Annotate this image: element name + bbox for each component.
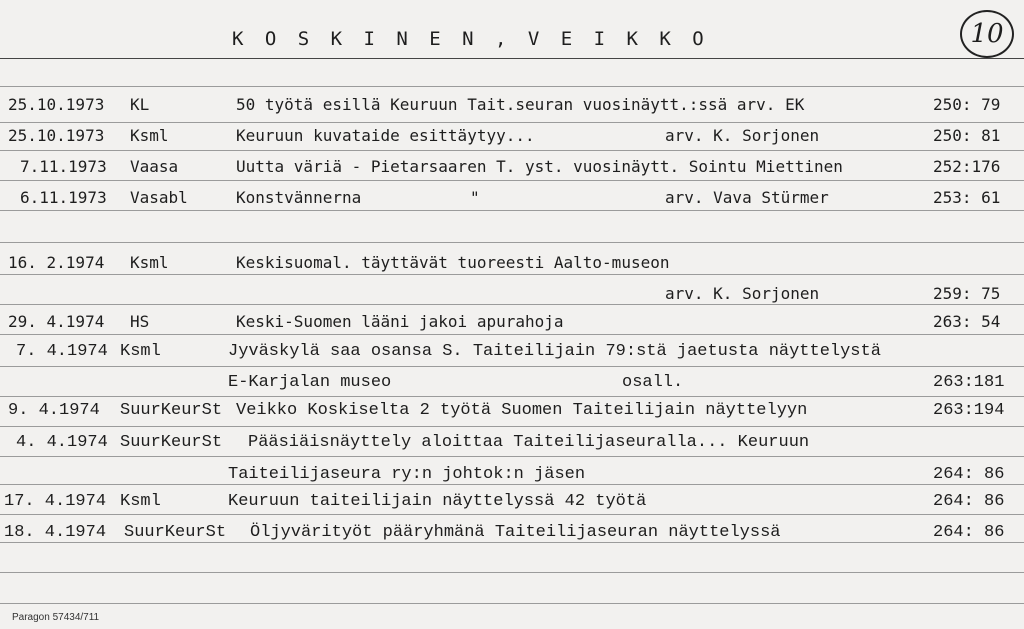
entry-source: SuurKeurSt <box>120 433 223 452</box>
rule <box>0 150 1024 151</box>
entry-ref: 264: 86 <box>933 523 1005 542</box>
entry-date: 29. 4.1974 <box>8 312 105 331</box>
entry-ref: 264: 86 <box>933 465 1005 484</box>
rule <box>0 514 1024 515</box>
entry-ref: 263:194 <box>933 401 1005 420</box>
entry-date: 7. 4.1974 <box>16 342 108 361</box>
rule <box>0 396 1024 397</box>
entry-ref: 263: 54 <box>933 312 1001 331</box>
entry-source: KL <box>130 95 150 114</box>
entry-date: 6.11.1973 <box>20 188 107 207</box>
entry-note: osall. <box>622 373 684 392</box>
entry-text: Keski-Suomen lääni jakoi apurahoja <box>236 312 564 331</box>
entry-source: Vasabl <box>130 188 188 207</box>
entry-text: 50 työtä esillä Keuruun Tait.seuran vuosinäytt.:ssä arv. EK <box>236 95 805 114</box>
entry-date: 17. 4.1974 <box>4 492 107 511</box>
entry-source: SuurKeurSt <box>120 401 223 420</box>
entry-ref: 259: 75 <box>933 284 1001 303</box>
rule <box>0 274 1024 275</box>
entry-reviewer: arv. K. Sorjonen <box>665 126 820 145</box>
entry-text: Veikko Koskiselta 2 työtä Suomen Taiteilijain näyttelyyn <box>236 401 808 420</box>
entry-date: 18. 4.1974 <box>4 523 107 542</box>
printer-imprint: Paragon 57434/711 <box>12 612 100 623</box>
rule <box>0 484 1024 485</box>
card-title: K O S K I N E N , V E I K K O <box>232 28 709 50</box>
entry-ref: 250: 81 <box>933 126 1001 145</box>
entry-date: 25.10.1973 <box>8 95 105 114</box>
entry-reviewer: arv. Vava Stürmer <box>665 188 829 207</box>
entry-source: Ksml <box>120 492 161 511</box>
rule <box>0 86 1024 87</box>
rule <box>0 304 1024 305</box>
rule <box>0 603 1024 604</box>
entry-text: Keuruun taiteilijain näyttelyssä 42 työtä <box>228 492 647 511</box>
entry-text: Keskisuomal. täyttävät tuoreesti Aalto-museon <box>236 253 670 272</box>
entry-ref: 252:176 <box>933 157 1001 176</box>
entry-date: 9. 4.1974 <box>8 401 100 420</box>
entry-date: 7.11.1973 <box>20 157 107 176</box>
rule <box>0 180 1024 181</box>
entry-source: HS <box>130 312 150 331</box>
entry-date: 4. 4.1974 <box>16 433 108 452</box>
rule <box>0 542 1024 543</box>
entry-source: SuurKeurSt <box>124 523 227 542</box>
entry-text: Pääsiäisnäyttely aloittaa Taiteilijaseuralla... Keuruun <box>248 433 810 452</box>
rule <box>0 242 1024 243</box>
entry-source: Vaasa <box>130 157 179 176</box>
entry-text: E-Karjalan museo <box>228 373 392 392</box>
entry-source: Ksml <box>130 126 169 145</box>
rule <box>0 334 1024 335</box>
entry-reviewer: arv. K. Sorjonen <box>665 284 820 303</box>
ditto-mark: " <box>470 188 480 207</box>
entry-date: 25.10.1973 <box>8 126 105 145</box>
rule <box>0 456 1024 457</box>
entry-text: Keuruun kuvataide esittäytyy... <box>236 126 535 145</box>
rule <box>0 210 1024 211</box>
entry-text: Öljyvärityöt pääryhmänä Taiteilijaseuran näyttelyssä <box>250 523 781 542</box>
rule <box>0 572 1024 573</box>
entry-ref: 253: 61 <box>933 188 1001 207</box>
header-rule <box>0 58 1024 59</box>
card-number-badge: 10 <box>960 10 1014 58</box>
entry-date: 16. 2.1974 <box>8 253 105 272</box>
entry-ref: 264: 86 <box>933 492 1005 511</box>
entry-ref: 250: 79 <box>933 95 1001 114</box>
entry-text: Konstvännerna <box>236 188 362 207</box>
rule <box>0 366 1024 367</box>
entry-source: Ksml <box>130 253 169 272</box>
entry-text: Jyväskylä saa osansa S. Taiteilijain 79:stä jaetusta näyttelystä <box>228 342 881 361</box>
entry-ref: 263:181 <box>933 373 1005 392</box>
entry-source: Ksml <box>120 342 161 361</box>
entry-text: Taiteilijaseura ry:n johtok:n jäsen <box>228 465 586 484</box>
rule <box>0 122 1024 123</box>
rule <box>0 426 1024 427</box>
entry-text: Uutta väriä - Pietarsaaren T. yst. vuosinäytt. Sointu Miettinen <box>236 157 843 176</box>
